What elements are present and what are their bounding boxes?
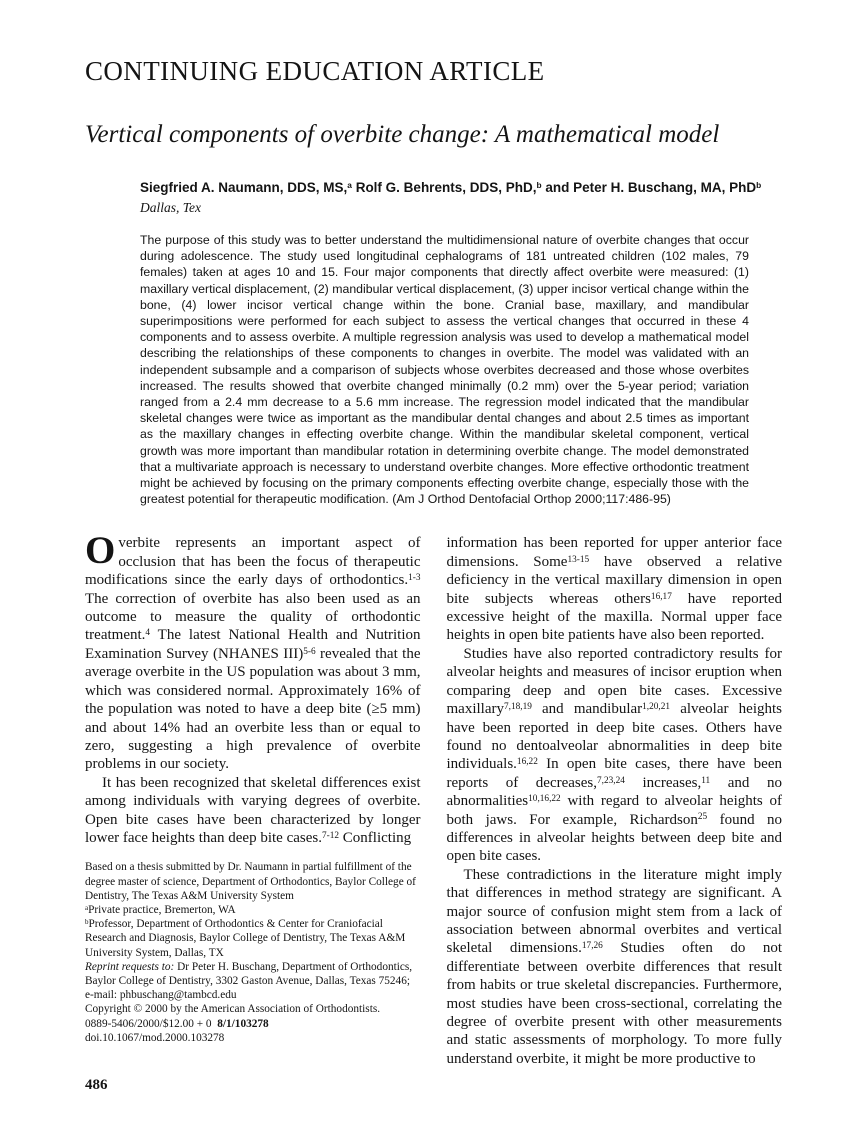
body-paragraph: These contradictions in the literature might imply that differences in method strategy are significant. A major source of confusion might stem from a lack of association between abnormal overbites and vertical skeletal dimensions.$^{17,26}$ Studies often do not differentiate between overbite differences that result from habits or true skeletal discrepancies. Furthermore, most studies have been cross-sectional, correlating the degree of overbite present with other measurements and static assessments of morphology. To more fully understand overbite, it might be more productive to [446,866,782,1067]
footnote-doi: doi.10.1067/mod.2000.103278 [85,1031,225,1044]
article-title: Vertical components of overbite change: A mathematical model [85,121,720,148]
body-columns [85,529,783,1068]
footnote-issn-code: 0889-5406/2000/$12.00 + 0 8/1/103278 [85,1017,269,1030]
article-category-heading: CONTINUING EDUCATION ARTICLE [85,56,545,86]
body-paragraph-intro [85,529,421,773]
footnote-copyright: Copyright © 2000 by the American Association of Orthodontists. [85,1003,381,1016]
author-line: Siegfried A. Naumann, DDS, MS,$^a$ Rolf G. Behrents, DDS, PhD,$^b$ and Peter H. Buschang, MA, PhD$^b$ [140,180,762,195]
author-location: Dallas, Tex [140,200,202,215]
left-column [85,529,421,1068]
abstract-text: The purpose of this study was to better understand the multidimensional nature of overbite changes that occur during adolescence. The study used longitudinal cephalograms of 181 untreated children (102 males, 79 females) taken at ages 10 and 15. Four major components that directly affect overbite were measured: (1) maxillary vertical displacement, (2) mandibular vertical displacement, (3) upper incisor vertical change within the bone, (4) lower incisor vertical change within the bone. Cranial base, maxillary, and mandibular superimpositions were performed for each subject to assess the vertical changes that occurred in these 4 components and to assess overbite. A multiple regression analysis was used to develop a mathematical model describing the relationships of these components to changes in overbite. The model was validated with an independent subsample and a comparison of subjects whose overbites decreased and those whose overbites increased. The results showed that overbite changed minimally (0.2 mm) over the 5-year period; variation ranged from a 2.4 mm decrease to a 5.6 mm increase. The regression model indicated that the mandibular skeletal changes were twice as important as the mandibular dental changes and about 2.5 times as important as the maxillary changes in effecting overbite change. Within the mandibular skeletal component, vertical growth was more important than mandibular rotation in determining overbite change. The model demonstrated that a multivariate approach is necessary to understand overbite changes. More effective orthodontic treatment might be achieved by focusing on the primary components effecting overbite change, especially those with the greatest potential for therapeutic modification. (Am J Orthod Dentofacial Orthop 2000;117:486-95) [140,233,749,507]
footnote-affiliation-a: $^a$Private practice, Bremerton, WA [85,903,236,916]
page-number: 486 [85,1077,108,1093]
drop-cap: O [85,529,116,573]
footnote-reprint-requests: Reprint requests to: Dr Peter H. Buschang, Department of Orthodontics, Baylor College of Dentistry, 3302 Gaston Avenue, Dallas, Texas 75246; e-mail: phbuschang@tambcd.edu [85,960,413,1002]
footnote-affiliation-b: $^b$Professor, Department of Orthodontics & Center for Craniofacial Research and Diagnosis, Baylor College of Dentistry, The Texas A&M University System, Dallas, TX [85,918,406,959]
right-column [447,534,783,1068]
paragraph-text: verbite represents an important aspect of occlusion that has been the focus of therapeutic modifications since the early days of orthodontics.$^{1-3}$ The correction of overbite has also been used as an outcome to measure the quality of orthodontic treatment.$^4$ The latest National Health and Nutrition Examination Survey (NHANES III)$^{5-6}$ revealed that the average overbite in the US population was about 3 mm, which was considered normal. Approximately 16% of the population was noted to have a deep bite (≥5 mm) and about 14% had an overbite less than or equal to zero, suggesting a high prevalence of overbite problems in our society. [85,535,421,773]
footnote-thesis: Based on a thesis submitted by Dr. Naumann in partial fulfillment of the degree master of science, Department of Orthodontics, Baylor College of Dentistry, The Texas A&M University System [85,861,416,902]
body-paragraph: Studies have also reported contradictory results for alveolar heights and measures of incisor eruption when comparing deep and open bite cases. Excessive maxillary$^{7,18,19}$ and mandibular$^{1,20,21}$ alveolar heights have been reported in deep bite cases. Others have found no dentoalveolar abnormalities in deep bite individuals.$^{16,22}$ In open bite cases, there have been reports of decreases,$^{7,23,24}$ increases,$^{11}$ and no abnormalities$^{10,16,22}$ with regard to alveolar heights of both jaws. For example, Richardson$^{25}$ found no differences in alveolar heights between deep bite and open bite cases. [446,645,783,865]
footnotes-block [85,860,421,1045]
body-paragraph: It has been recognized that skeletal differences exist among individuals with varying degrees of overbite. Open bite cases have been characterized by longer lower face heights than deep bite cases.$^{7-12}$ Conflicting [85,774,421,846]
body-paragraph: information has been reported for upper anterior face dimensions. Some$^{13-15}$ have observed a relative deficiency in the vertical maxillary dimension in open bite subjects whereas others$^{16,17}$ have reported excessive height of the maxilla. Normal upper face heights in open bite patients have also been reported. [446,535,782,644]
